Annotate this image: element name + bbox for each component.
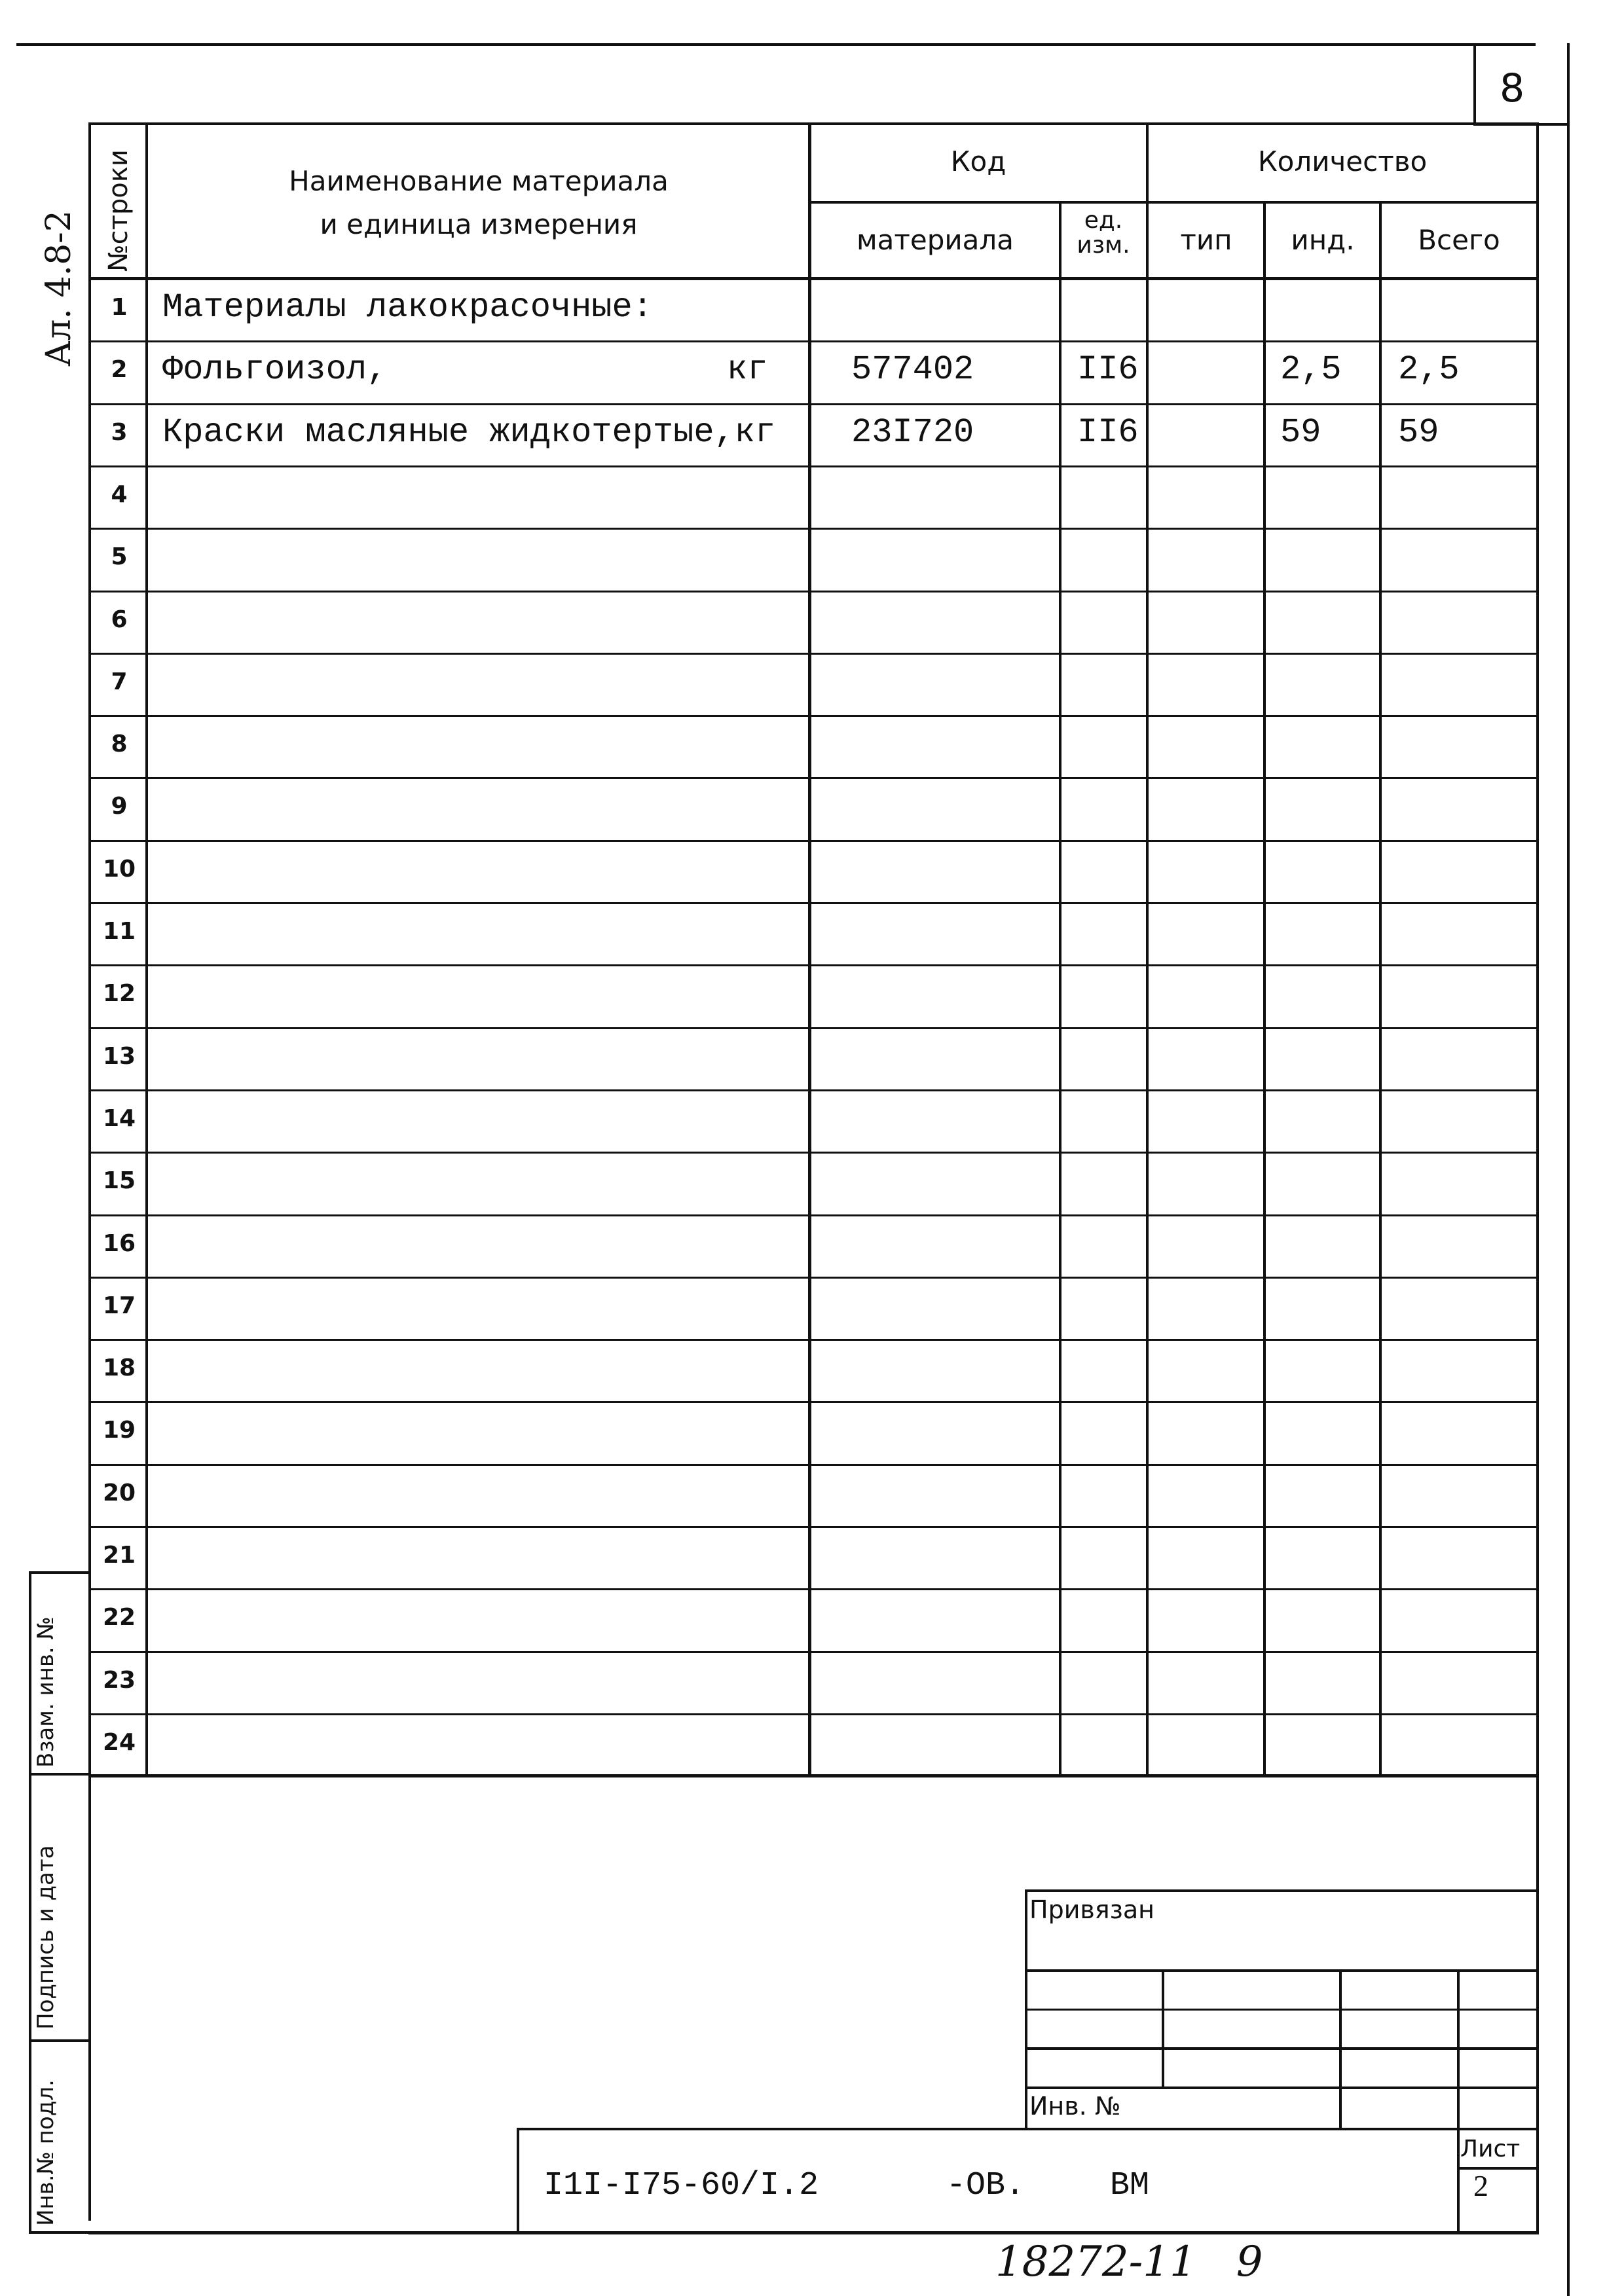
row-divider	[88, 902, 1539, 904]
row-divider	[88, 1277, 1539, 1279]
stamp-top	[1025, 1889, 1537, 1892]
row-material-name: Фольгоизол,	[162, 350, 388, 389]
row-number: 6	[111, 606, 128, 633]
side-label-inv-dup: Взам. инв. №	[33, 1616, 59, 1768]
stamp-row2	[1025, 2009, 1537, 2011]
stamp-sheet-label: Лист	[1460, 2136, 1521, 2162]
row-material-code: 577402	[851, 350, 974, 389]
row-material-unit: кг	[727, 350, 768, 389]
row-number: 12	[102, 980, 136, 1007]
header-qty-type: тип	[1180, 224, 1232, 256]
side-strip-top	[29, 1571, 89, 1574]
row-number: 18	[102, 1355, 136, 1381]
col-line-type	[1263, 202, 1266, 1774]
row-number: 20	[102, 1480, 136, 1506]
stamp-row4	[1025, 2086, 1537, 2089]
row-divider	[88, 1651, 1539, 1653]
stamp-col2	[1339, 1971, 1342, 2130]
stamp-sheet-divider	[1457, 2167, 1537, 2170]
row-number: 22	[102, 1604, 136, 1631]
header-name-line2: и единица измерения	[320, 208, 638, 240]
row-divider	[88, 1713, 1539, 1715]
header-qty-total: Всего	[1418, 224, 1500, 256]
stamp-sheet-value: 2	[1473, 2169, 1488, 2202]
stamp-doc-suffix: -ОВ.	[946, 2167, 1025, 2204]
row-number: 16	[102, 1230, 136, 1257]
stamp-doc-code: I1I-I75-60/I.2	[544, 2167, 819, 2204]
row-unit-code: II6	[1077, 413, 1139, 452]
row-divider	[88, 1526, 1539, 1528]
header-name-line1: Наименование материала	[289, 165, 669, 197]
frame-top-line	[16, 43, 1536, 46]
side-strip-inner-line	[29, 1573, 31, 2234]
header-code-unit: ед. изм.	[1077, 207, 1130, 259]
row-divider	[88, 528, 1539, 530]
row-divider	[88, 1339, 1539, 1341]
row-number: 5	[111, 543, 128, 570]
row-divider	[88, 1027, 1539, 1029]
row-qty-total: 59	[1398, 413, 1439, 452]
header-quantity: Количество	[1257, 145, 1428, 177]
row-divider	[88, 591, 1539, 592]
stamp-main-top	[517, 2128, 1537, 2130]
row-divider	[88, 715, 1539, 717]
row-divider	[88, 403, 1539, 405]
row-divider	[88, 465, 1539, 467]
left-margin-note: Ал. 4.8-2	[39, 210, 79, 367]
frame-right-line	[1567, 43, 1570, 2296]
row-qty-ind: 59	[1280, 413, 1321, 452]
sheet-number-top: 8	[1500, 65, 1525, 111]
row-material-code: 23I720	[851, 413, 974, 452]
stamp-row1	[1025, 1969, 1537, 1972]
header-row-number: №строки	[103, 149, 134, 272]
row-divider	[88, 1588, 1539, 1590]
row-divider	[88, 1464, 1539, 1466]
header-code: Код	[950, 145, 1006, 177]
row-qty-ind: 2,5	[1280, 350, 1342, 389]
row-divider	[88, 340, 1539, 342]
row-number: 19	[102, 1417, 136, 1444]
row-number: 13	[102, 1043, 136, 1070]
stamp-col1	[1162, 1971, 1164, 2088]
row-divider	[88, 964, 1539, 966]
row-number: 23	[102, 1667, 136, 1694]
table-right-border	[1536, 122, 1539, 2234]
sheet-number-box-left	[1473, 46, 1476, 124]
row-number: 4	[111, 481, 128, 508]
row-material-name: Материалы лакокрасочные:	[162, 288, 653, 327]
row-number: 1	[111, 294, 128, 321]
row-divider	[88, 1401, 1539, 1403]
bottom-number: 18272-11 9	[995, 2238, 1263, 2286]
stamp-col3	[1457, 1971, 1460, 2231]
row-number: 2	[111, 356, 128, 383]
col-line-code	[1059, 202, 1061, 1774]
stamp-main-left	[517, 2128, 519, 2232]
side-strip-div1	[29, 1773, 89, 1776]
header-code-material: материала	[856, 224, 1014, 256]
row-unit-code: II6	[1077, 350, 1139, 389]
row-divider	[88, 653, 1539, 655]
side-strip-div2	[29, 2039, 89, 2042]
table-top-border	[88, 122, 1539, 125]
row-divider	[88, 777, 1539, 779]
stamp-row3	[1025, 2047, 1537, 2050]
stamp-doc-type: ВМ	[1110, 2167, 1150, 2204]
row-number: 14	[102, 1105, 136, 1132]
row-number: 17	[102, 1292, 136, 1319]
row-number: 8	[111, 731, 128, 757]
frame-bottom-line	[88, 2231, 1539, 2234]
header-qty-ind: инд.	[1291, 224, 1355, 256]
row-number: 11	[102, 918, 136, 945]
col-line-ind	[1379, 202, 1382, 1774]
row-number: 9	[111, 793, 128, 820]
row-qty-total: 2,5	[1398, 350, 1460, 389]
row-number: 21	[102, 1542, 136, 1569]
row-divider	[88, 1089, 1539, 1091]
side-label-inv-orig: Инв.№ подл.	[33, 2079, 59, 2226]
row-number: 24	[102, 1729, 136, 1756]
row-divider	[88, 1152, 1539, 1154]
row-divider	[88, 840, 1539, 842]
table-header-mid	[810, 201, 1539, 204]
row-number: 10	[102, 856, 136, 883]
stamp-inv-label: Инв. №	[1029, 2092, 1121, 2121]
side-strip-bottom	[29, 2231, 89, 2234]
row-number: 3	[111, 419, 128, 446]
side-label-sign-date: Подпись и дата	[33, 1845, 59, 2030]
row-number: 7	[111, 668, 128, 695]
row-divider	[88, 1214, 1539, 1216]
stamp-attached-label: Привязан	[1029, 1895, 1154, 1924]
row-material-name: Краски масляные жидкотертые,кг	[162, 413, 776, 452]
table-header-bottom	[88, 277, 1539, 280]
row-number: 15	[102, 1167, 136, 1194]
table-bottom-border	[88, 1774, 1539, 1777]
